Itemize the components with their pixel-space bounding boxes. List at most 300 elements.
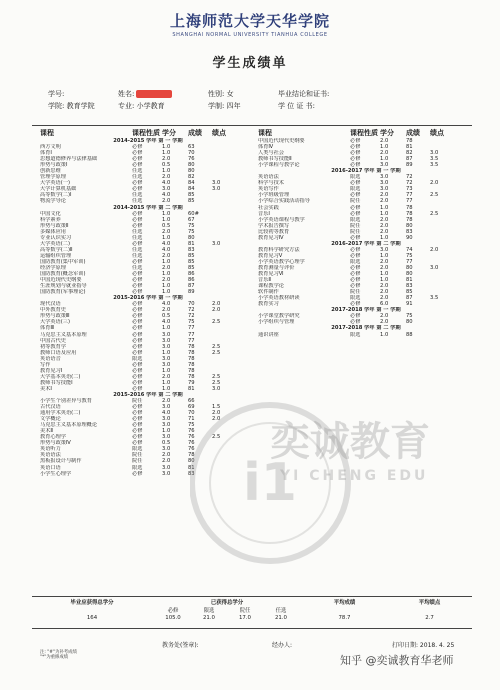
summary-required-total: 164 — [86, 615, 98, 621]
course-credit: 3.0 — [380, 186, 389, 193]
course-name: 思想道德修养与法律基础 — [40, 156, 98, 163]
course-type: 必修 — [350, 271, 361, 278]
course-score: 86 — [188, 277, 195, 284]
course-type: 必修 — [350, 144, 361, 151]
course-credit: 2.0 — [380, 150, 389, 157]
course-type: 院任 — [132, 458, 143, 465]
course-credit: 4.0 — [162, 301, 171, 308]
course-name: 中国文化 — [40, 210, 61, 217]
course-credit: 3.0 — [162, 186, 171, 193]
course-type: 必修 — [132, 422, 143, 429]
course-gpa — [212, 471, 234, 477]
course-name: 教师口语及应用 — [40, 349, 77, 356]
course-name: 黑板报设计与制作 — [40, 458, 82, 465]
grades-table — [32, 125, 472, 597]
course-type: 必修 — [132, 186, 143, 193]
course-name: 小学综合实践活动指导 — [258, 198, 310, 205]
course-gpa — [430, 332, 452, 338]
course-score: 60# — [188, 210, 199, 217]
course-type: 必修 — [132, 216, 143, 223]
course-name: 英语语音 — [40, 355, 61, 362]
course-credit: 1.0 — [162, 234, 171, 241]
course-name: 美术Ⅱ — [40, 428, 53, 435]
table-header-right — [258, 128, 474, 138]
course-score: 78 — [188, 343, 195, 350]
course-type: 必修 — [132, 337, 143, 344]
course-score: 80 — [188, 458, 195, 465]
course-name: 中国近现代史纲要 — [40, 277, 82, 284]
course-name: 马克思主义基本原理 — [40, 331, 87, 338]
course-name: 英语听力 — [40, 446, 61, 453]
course-credit: 2.0 — [162, 174, 171, 181]
course-credit: 2.0 — [162, 398, 171, 405]
course-gpa: 2.0 — [212, 410, 221, 417]
course-gpa: 3.5 — [430, 162, 439, 169]
course-name: 体育Ⅳ — [258, 144, 274, 151]
course-credit: 1.0 — [380, 277, 389, 284]
course-credit: 2.0 — [380, 319, 389, 326]
course-score: 80 — [188, 168, 195, 175]
course-score: 78 — [188, 349, 195, 356]
course-score: 80 — [406, 319, 413, 326]
course-credit: 3.0 — [162, 404, 171, 411]
course-credit: 2.0 — [380, 264, 389, 271]
course-score: 83 — [188, 246, 195, 253]
course-name: 学术报告撰写 — [258, 222, 290, 229]
course-type: 必修 — [132, 367, 143, 374]
summary-gpa-value: 2.7 — [425, 615, 434, 621]
handler-label: 经办人: — [272, 642, 293, 649]
course-type: 必修 — [132, 144, 143, 151]
course-gpa: 2.5 — [430, 210, 439, 217]
course-credit: 4.0 — [162, 246, 171, 253]
course-score: 76 — [188, 440, 195, 447]
course-name: 教育实习 — [258, 301, 279, 308]
course-name: 通用学术英语(二) — [40, 410, 81, 417]
course-type: 必修 — [132, 440, 143, 447]
course-type: 任选 — [132, 192, 143, 199]
course-score: 74 — [406, 246, 413, 253]
course-credit: 3.0 — [162, 434, 171, 441]
course-score: 80 — [406, 271, 413, 278]
course-credit: 1.0 — [162, 289, 171, 296]
course-name: 软件制作 — [258, 289, 279, 296]
course-score: 81 — [188, 385, 195, 392]
summary-type-limited: 限选 — [203, 608, 215, 614]
course-credit: 4.0 — [162, 180, 171, 187]
course-gpa: 2.0 — [430, 180, 439, 187]
course-score: 89 — [406, 162, 413, 169]
course-name: 教育见习Ⅳ — [258, 234, 284, 241]
course-score: 80 — [406, 222, 413, 229]
course-score: 87 — [188, 283, 195, 290]
course-type: 必修 — [132, 434, 143, 441]
course-gpa: 3.5 — [430, 156, 439, 163]
course-score: 79 — [188, 379, 195, 386]
course-score: 77 — [406, 258, 413, 265]
summary-earned-required: 105.0 — [165, 615, 181, 621]
course-name: 教育科学研究方法 — [258, 246, 300, 253]
course-credit: 3.0 — [162, 355, 171, 362]
course-credit: 2.0 — [380, 313, 389, 320]
summary-type-required: 必修 — [167, 608, 179, 614]
footnote — [40, 650, 77, 660]
course-score: 85 — [188, 198, 195, 205]
course-credit: 1.0 — [162, 216, 171, 223]
course-name: 小学课堂教学研究 — [258, 313, 300, 320]
course-credit: 3.0 — [162, 343, 171, 350]
course-score: 78 — [406, 216, 413, 223]
course-type: 限选 — [350, 186, 361, 193]
course-gpa: 2.5 — [430, 192, 439, 199]
course-score: 67 — [188, 216, 195, 223]
semester-header: 2015-2016 学年 第 一 学期 — [113, 295, 183, 302]
course-score: 77 — [188, 337, 195, 344]
course-type: 任选 — [132, 234, 143, 241]
course-name: 国防教育(军事理论) — [40, 289, 86, 296]
course-name: 英语口语 — [40, 464, 61, 471]
semester-header: 2016-2017 学年 第 二 学期 — [331, 240, 401, 247]
course-name: 小学英语教材研读 — [258, 295, 300, 302]
course-name: 小学组织与管理 — [258, 319, 295, 326]
course-name: 现代汉语 — [40, 301, 61, 308]
course-score: 80 — [188, 234, 195, 241]
course-type: 任选 — [132, 198, 143, 205]
course-name: 通识讲座 — [258, 331, 279, 338]
course-type: 必修 — [132, 156, 143, 163]
course-gpa: 3.5 — [430, 295, 439, 302]
signature-area — [32, 640, 472, 649]
course-score: 85 — [406, 289, 413, 296]
course-credit: 1.0 — [380, 331, 389, 338]
course-credit: 2.0 — [380, 198, 389, 205]
course-type: 限选 — [350, 258, 361, 265]
course-score: 75 — [188, 422, 195, 429]
course-score: 73 — [406, 186, 413, 193]
header-type: 课程性质 — [350, 129, 378, 137]
course-type: 必修 — [132, 416, 143, 423]
course-credit: 2.0 — [380, 216, 389, 223]
course-credit: 1.0 — [380, 204, 389, 211]
course-name: 大学计算机基础 — [40, 186, 77, 193]
zhihu-watermark: 知乎 @奕诚教育华老师 — [340, 654, 454, 667]
course-gpa: 2.5 — [212, 373, 221, 380]
course-credit: 1.0 — [162, 210, 171, 217]
course-name: 小学英语课程与教学 — [258, 216, 305, 223]
course-name: 小学班级管理 — [258, 192, 290, 199]
course-score: 85 — [188, 252, 195, 259]
course-credit: 1.0 — [162, 258, 171, 265]
course-type: 必修 — [132, 283, 143, 290]
course-name: 大学英语(二) — [40, 240, 70, 247]
course-type: 必修 — [132, 385, 143, 392]
course-name: 小学生心理学 — [40, 470, 72, 477]
course-credit: 0.5 — [162, 222, 171, 229]
course-score: 85 — [188, 264, 195, 271]
system-field: 学制: 四年 — [208, 102, 241, 110]
course-score: 75 — [188, 222, 195, 229]
course-score: 85 — [188, 192, 195, 199]
course-score: 83 — [188, 470, 195, 477]
course-score: 72 — [188, 307, 195, 314]
course-score: 78 — [188, 367, 195, 374]
course-type: 必修 — [132, 150, 143, 157]
course-name: 西方文明 — [40, 144, 61, 151]
course-gpa — [212, 198, 234, 204]
course-credit: 0.5 — [162, 162, 171, 169]
course-score: 77 — [406, 198, 413, 205]
course-score: 69 — [188, 404, 195, 411]
header-gpa: 绩点 — [212, 129, 226, 137]
course-credit: 1.0 — [380, 234, 389, 241]
course-credit: 2.0 — [380, 138, 389, 144]
course-type: 必修 — [132, 361, 143, 368]
header-score: 成绩 — [188, 129, 202, 137]
course-name: 英语语法 — [258, 174, 279, 181]
semester-header: 2014-2015 学年 第 二 学期 — [113, 204, 183, 211]
course-name: 教育见习Ⅵ — [258, 271, 284, 278]
course-name: 马克思主义基本原理概论 — [40, 422, 98, 429]
course-type: 必修 — [350, 264, 361, 271]
course-name: 生涯规划与就业指导 — [40, 283, 87, 290]
summary-earned-label: 已获得总学分 — [210, 600, 244, 606]
semester-header: 2017-2018 学年 第 一 学期 — [331, 307, 401, 314]
course-name: 教育心理学 — [40, 434, 66, 441]
document-title: 学生成绩单 — [212, 56, 288, 71]
course-name: 大学英语(一) — [40, 180, 70, 187]
course-type: 必修 — [132, 277, 143, 284]
summary-earned-elective: 21.0 — [274, 615, 287, 621]
course-gpa: 3.0 — [430, 150, 439, 157]
course-credit: 2.0 — [162, 452, 171, 459]
course-name: 形势与政策Ⅱ — [40, 222, 69, 229]
course-credit: 3.0 — [162, 422, 171, 429]
student-name-field: 姓名: — [118, 89, 208, 99]
grades-column-left — [40, 128, 256, 477]
course-score: 72 — [406, 174, 413, 181]
course-score: 77 — [406, 192, 413, 199]
course-credit: 3.0 — [162, 470, 171, 477]
course-credit: 1.0 — [162, 168, 171, 175]
course-name: 多媒体应用 — [40, 228, 66, 235]
student-info-row-1 — [48, 88, 468, 100]
header-score: 成绩 — [406, 129, 420, 137]
course-name: 音乐Ⅰ — [258, 210, 270, 217]
course-credit: 2.0 — [380, 228, 389, 235]
course-credit: 3.0 — [380, 180, 389, 187]
summary-subheader-row — [32, 606, 472, 614]
watermark-main-text: 奕诚教育 — [270, 419, 430, 465]
grades-column-right — [258, 128, 474, 338]
course-type: 必修 — [350, 283, 361, 290]
summary-earned-limited: 21.0 — [202, 615, 215, 621]
course-gpa: 2.0 — [212, 416, 221, 423]
course-credit: 2.0 — [162, 373, 171, 380]
course-type: 必修 — [132, 319, 143, 326]
course-type: 限选 — [350, 174, 361, 181]
course-name: 英语语法 — [40, 452, 61, 459]
course-type: 必修 — [132, 307, 143, 314]
course-score: 77 — [188, 325, 195, 332]
course-credit: 1.0 — [380, 210, 389, 217]
course-name: 比较初等教育 — [258, 228, 290, 235]
course-type: 必修 — [132, 404, 143, 411]
course-credit: 1.0 — [162, 428, 171, 435]
course-name: 写作 — [40, 361, 51, 368]
course-name: 高等数学(二)Ⅱ — [40, 246, 73, 253]
semester-header: 2014-2015 学年 第 一 学期 — [113, 138, 183, 144]
course-name: 运输组织管理 — [40, 252, 72, 259]
course-type: 必修 — [132, 428, 143, 435]
course-credit: 2.0 — [380, 222, 389, 229]
course-gpa: 2.0 — [430, 246, 439, 253]
course-score: 81 — [188, 240, 195, 247]
course-score: 91 — [406, 301, 413, 308]
course-name: 教育测量与评价 — [258, 264, 295, 271]
course-type: 必修 — [132, 325, 143, 332]
student-info-row-2 — [48, 100, 468, 112]
course-credit: 1.0 — [380, 156, 389, 163]
course-score: 71 — [188, 416, 195, 423]
course-name: 专业认识实习 — [40, 234, 72, 241]
course-credit: 4.0 — [162, 240, 171, 247]
course-name: 初等教育学 — [40, 343, 66, 350]
course-credit: 4.0 — [162, 410, 171, 417]
course-type: 限选 — [132, 355, 143, 362]
course-credit: 1.0 — [380, 144, 389, 151]
course-credit: 2.0 — [380, 283, 389, 290]
summary-header-row — [32, 598, 472, 606]
course-name: 国防教育(概念军训) — [40, 271, 86, 278]
course-gpa — [430, 301, 452, 307]
course-credit: 6.0 — [380, 301, 389, 308]
course-score: 81 — [406, 277, 413, 284]
course-type: 必修 — [350, 246, 361, 253]
semester-header: 2016-2017 学年 第 一 学期 — [331, 168, 401, 175]
watermark-sub-text: YI CHENG EDU — [280, 468, 429, 484]
course-credit: 1.0 — [162, 325, 171, 332]
course-type: 必修 — [350, 138, 361, 144]
summary-required-label: 毕业应获得总学分 — [70, 600, 114, 606]
footnote-line-2: "*"为重修成绩 — [40, 655, 69, 661]
course-name: 国防教育(集中军训) — [40, 258, 86, 265]
course-score: 75 — [406, 252, 413, 259]
course-type: 必修 — [132, 258, 143, 265]
course-score: 78 — [188, 373, 195, 380]
course-type: 任选 — [132, 174, 143, 181]
course-name: 教师书写技能Ⅱ — [258, 156, 292, 163]
header-credit: 学分 — [380, 129, 394, 137]
course-name: 古代汉语 — [40, 404, 61, 411]
signature-row — [32, 640, 472, 649]
course-score: 82 — [406, 150, 413, 157]
table-header-left — [40, 128, 256, 138]
course-credit: 3.0 — [162, 337, 171, 344]
course-score: 76 — [188, 428, 195, 435]
course-name: 英语写作 — [258, 186, 279, 193]
course-name: 小学课程与教学论 — [258, 162, 300, 169]
course-type: 必修 — [132, 301, 143, 308]
course-credit: 1.0 — [162, 283, 171, 290]
course-score: 78 — [406, 210, 413, 217]
course-score: 72 — [188, 313, 195, 320]
course-credit: 2.0 — [380, 192, 389, 199]
course-score: 70 — [188, 410, 195, 417]
course-name: 形势与政策Ⅰ — [40, 162, 68, 169]
course-score: 78 — [188, 452, 195, 459]
course-type: 必修 — [350, 204, 361, 211]
course-type: 任选 — [132, 168, 143, 175]
course-credit: 2.0 — [162, 156, 171, 163]
course-score: 87 — [406, 156, 413, 163]
course-type: 必修 — [350, 252, 361, 259]
gender-field: 性别: 女 — [208, 90, 234, 98]
course-credit: 3.0 — [162, 464, 171, 471]
course-type: 任选 — [132, 252, 143, 259]
course-name: 教育见习Ⅰ — [40, 367, 63, 374]
course-type: 必修 — [132, 343, 143, 350]
course-score: 75 — [188, 228, 195, 235]
course-row — [258, 332, 474, 338]
course-score: 86 — [188, 271, 195, 278]
course-score: 85 — [188, 258, 195, 265]
course-type: 院任 — [350, 228, 361, 235]
course-type: 必修 — [132, 331, 143, 338]
course-gpa: 3.0 — [212, 240, 221, 247]
course-score: 80 — [188, 162, 195, 169]
header-credit: 学分 — [162, 129, 176, 137]
course-credit: 2.0 — [380, 258, 389, 265]
school-header — [0, 10, 500, 38]
school-logo-subtitle: SHANGHAI NORMAL UNIVERSITY TIANHUA COLLEGE — [172, 32, 328, 38]
course-name: 体育Ⅲ — [40, 325, 54, 332]
course-type: 必修 — [350, 156, 361, 163]
summary-avg-label: 平均成绩 — [333, 600, 356, 606]
course-type: 必修 — [132, 271, 143, 278]
course-score: 66 — [188, 398, 195, 405]
course-name: 音乐Ⅱ — [258, 277, 271, 284]
course-name: 形势与政策Ⅲ — [40, 313, 70, 320]
header-course: 课程 — [40, 129, 54, 137]
course-credit: 2.0 — [162, 277, 171, 284]
course-score: 80 — [406, 264, 413, 271]
course-gpa: 2.5 — [212, 349, 221, 356]
course-gpa: 2.5 — [212, 319, 221, 326]
course-type: 必修 — [132, 180, 143, 187]
course-name: 创新思维 — [40, 168, 61, 175]
course-gpa: 2.5 — [212, 379, 221, 386]
course-credit: 1.0 — [162, 349, 171, 356]
course-type: 必修 — [132, 210, 143, 217]
svg-text:i1: i1 — [242, 453, 298, 513]
course-credit: 1.0 — [162, 367, 171, 374]
course-gpa: 3.0 — [430, 264, 439, 271]
course-name: 形势与政策Ⅳ — [40, 440, 71, 447]
course-credit: 2.0 — [162, 228, 171, 235]
course-type: 必修 — [132, 349, 143, 356]
course-score: 78 — [406, 204, 413, 211]
course-score: 89 — [188, 289, 195, 296]
course-name: 小学英语教学心理学 — [258, 258, 305, 265]
student-id-field: 学号: — [48, 90, 65, 98]
course-gpa — [430, 235, 452, 241]
course-score: 76 — [188, 434, 195, 441]
course-score: 70 — [188, 301, 195, 308]
course-name: 教师书写技能Ⅰ — [40, 379, 73, 386]
major-field: 专业: 小学教育 — [118, 102, 165, 110]
course-type: 必修 — [350, 319, 361, 326]
course-score: 88 — [406, 331, 413, 338]
